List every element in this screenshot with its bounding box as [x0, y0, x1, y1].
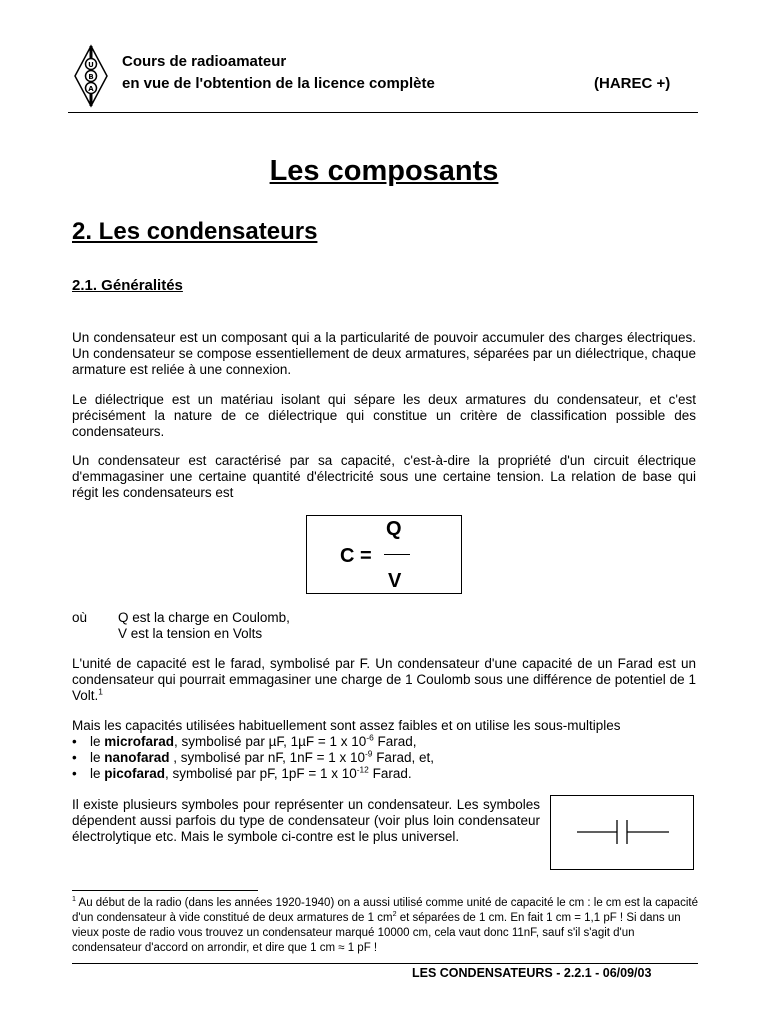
footer-divider [72, 963, 698, 964]
bullet-prefix: le [90, 766, 105, 781]
header-divider [68, 112, 698, 113]
svg-text:B: B [88, 73, 94, 81]
bullet-dot: • [72, 734, 77, 749]
bullet-suffix: Farad, [373, 734, 417, 749]
bullet-text: , symbolisé par pF, 1pF = 1 x 10 [165, 766, 357, 781]
bullet-dot: • [72, 750, 77, 765]
bullet-prefix: le [90, 750, 105, 765]
paragraph-symbols: Il existe plusieurs symboles pour représenter un condensateur. Les symboles dépendent aussi parfois du type de condensateur (voir plus loin condensateur électrolytique etc. Mais le symbole ci-contre est le plus universel. [72, 797, 540, 844]
formula-lhs: C = [340, 545, 372, 567]
bullet-exponent: -6 [366, 732, 374, 743]
formula-fraction-bar [384, 554, 410, 555]
bullet-dot: • [72, 766, 77, 781]
section-heading: 2. Les condensateurs [72, 218, 318, 245]
paragraph-definition: Un condensateur est un composant qui a la particularité de pouvoir accumuler des charges électriques. Un condensateur se compose essentiellement de deux armatures, séparées par un diélectrique, chaque armature est reliée à une connexion. [72, 330, 696, 377]
bullet-text: , symbolisé par nF, 1nF = 1 x 10 [169, 750, 365, 765]
bullet-prefix: le [90, 734, 105, 749]
svg-text:A: A [88, 85, 94, 93]
bullet-exponent: -12 [356, 764, 369, 775]
harec-tag: (HAREC +) [594, 75, 671, 92]
bullet-suffix: Farad. [368, 766, 412, 781]
paragraph-submultiples: Mais les capacités utilisées habituellement sont assez faibles et on utilise les sous-multiples [72, 718, 621, 733]
footnote-text-2: et séparées de 1 cm. En fait 1 cm = 1,1 pF ! Si dans un vieux poste de radio vous trouvez un condensateur marqué 10000 cm, cela vaut donc 11nF, sauf s'il s'agit d'un condensateur d'accord on arrondir, et dire que 1 cm ≈ 1 pF ! [72, 912, 681, 954]
bullet-exponent: -9 [365, 748, 373, 759]
footnote-text-1: Au début de la radio (dans les années 1920-1940) on a aussi utilisé comme unité de capacité le cm : le cm est la capacité d'un condensateur à vide constitué de deux armatures de 1 cm [72, 897, 698, 924]
formula-numerator: Q [386, 518, 402, 540]
bullet-nanofarad [72, 750, 434, 766]
bullet-term: picofarad [104, 766, 166, 781]
capacitor-symbol-icon [551, 796, 693, 869]
footnote-superscript: 2 [392, 910, 397, 919]
bullet-picofarad [72, 766, 412, 782]
paragraph-farad [72, 656, 696, 704]
where-label: où [72, 610, 88, 625]
bullet-term: nanofarad [104, 750, 170, 765]
footnote-divider [72, 890, 258, 891]
page-footer: LES CONDENSATEURS - 2.2.1 - 06/09/03 [412, 966, 652, 980]
capacitor-symbol-box [550, 795, 694, 870]
page-title: Les composants [269, 155, 499, 187]
footnote-number: 1 [72, 895, 76, 904]
uba-logo [72, 44, 110, 108]
subsection-heading: 2.1. Généralités [72, 277, 183, 294]
course-title-line2: en vue de l'obtention de la licence complète [122, 75, 435, 92]
paragraph-capacity: Un condensateur est caractérisé par sa capacité, c'est-à-dire la propriété d'un circuit électrique d'emmagasiner une certaine quantité d'électricité sous une certaine tension. La relation de base qui régit les condensateurs est [72, 453, 696, 500]
farad-text: L'unité de capacité est le farad, symbolisé par F. Un condensateur d'une capacité de un Farad est un condensateur qui pourrait emmagasiner une charge de 1 Coulomb sous une différence de potentiel de 1 Volt. [72, 656, 696, 703]
bullet-term: microfarad [104, 734, 175, 749]
bullet-suffix: Farad, et, [372, 750, 434, 765]
formula-denominator: V [388, 570, 402, 592]
footnote-ref: 1 [98, 686, 103, 697]
svg-text:U: U [88, 61, 94, 69]
paragraph-dielectric: Le diélectrique est un matériau isolant qui sépare les deux armatures du condensateur, et c'est précisément la nature de ce diélectrique qui constitue un critère de classification possible des condensateurs. [72, 392, 696, 439]
bullet-text: , symbolisé par µF, 1µF = 1 x 10 [174, 734, 367, 749]
course-title-line1: Cours de radioamateur [122, 53, 287, 70]
footnote [72, 896, 700, 956]
where-q: Q est la charge en Coulomb, [118, 610, 290, 625]
where-v: V est la tension en Volts [118, 626, 263, 641]
